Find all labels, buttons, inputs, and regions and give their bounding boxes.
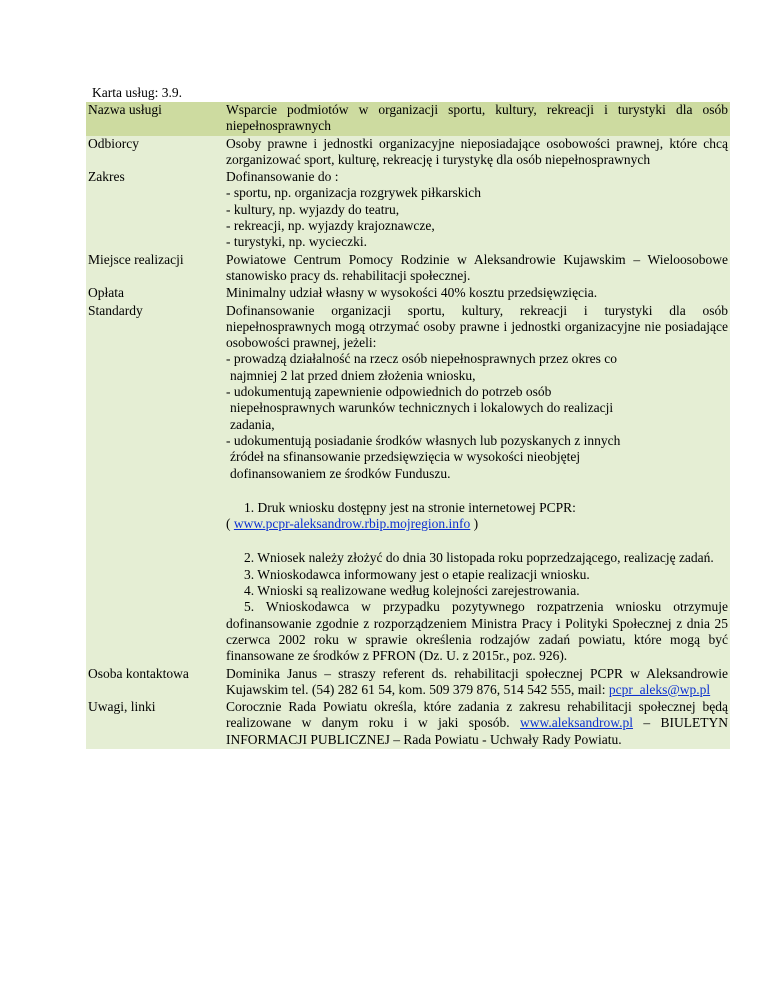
- spacer: [226, 532, 728, 550]
- condition-line: dofinansowaniem ze środków Funduszu.: [230, 465, 451, 481]
- value-location: Powiatowe Centrum Pomocy Rodzinie w Aleksandrowie Kujawskim – Wieloosobowe stanowisko pracy ds. rehabilitacji społecznej.: [226, 251, 728, 283]
- contact-text: Dominika Janus – straszy referent ds. rehabilitacji społecznej PCPR w Aleksandrowie Kujawskim tel. (54) 282 61 54, kom. 509 379 876, 514 542 555, mail:: [226, 665, 728, 697]
- row-fee: [86, 285, 730, 302]
- point-2-text: 2. Wniosek należy złożyć do dnia 30 listopada roku poprzedzającego, realizację zadań.: [244, 550, 714, 566]
- label-fee: Opłata: [88, 285, 124, 301]
- point-4: 4. Wnioski są realizowane według kolejności zarejestrowania.: [244, 583, 580, 599]
- scope-item: - kultury, np. wyjazdy do teatru,: [226, 201, 400, 217]
- label-notes: Uwagi, linki: [88, 699, 156, 715]
- row-service-name: [86, 102, 730, 136]
- row-location: [86, 252, 730, 286]
- value-standards: [224, 303, 730, 666]
- service-card-table: [86, 102, 730, 749]
- pcpr-link-line: [226, 516, 728, 532]
- value-recipients: Osoby prawne i jednostki organizacyjne nieposiadające osobowości prawnej, które chcą zorganizować sport, kulturę, rekreację i turystykę dla osób niepełnosprawnych: [226, 135, 728, 167]
- card-number-header: Karta usług: 3.9.: [92, 85, 182, 100]
- pcpr-website-link[interactable]: www.pcpr-aleksandrow.rbip.mojregion.info: [233, 516, 471, 532]
- value-scope: [224, 169, 730, 251]
- row-contact: [86, 666, 730, 700]
- link-open-paren: (: [226, 516, 234, 532]
- spacer: [226, 482, 728, 500]
- link-close-paren: ): [470, 516, 479, 532]
- label-standards: Standardy: [88, 302, 143, 318]
- point-1: 1. Druk wniosku dostępny jest na stronie internetowej PCPR:: [244, 499, 576, 515]
- value-notes: [224, 699, 730, 749]
- contact-email-link[interactable]: pcpr_aleks@wp.pl: [608, 681, 711, 697]
- condition-line: źródeł na sfinansowanie przedsięwzięcia w wysokości nieobjętej: [230, 449, 581, 465]
- label-location: Miejsce realizacji: [88, 251, 184, 267]
- aleksandrow-website-link[interactable]: www.aleksandrow.pl: [520, 715, 634, 731]
- condition-line: najmniej 2 lat przed dniem złożenia wniosku,: [230, 367, 476, 383]
- label-recipients: Odbiorcy: [88, 135, 139, 151]
- label-scope: Zakres: [88, 169, 125, 185]
- value-contact: [224, 666, 730, 700]
- row-scope: [86, 169, 730, 251]
- scope-intro: Dofinansowanie do :: [226, 169, 339, 185]
- condition-line: niepełnosprawnych warunków technicznych i lokalowych do realizacji: [230, 400, 614, 416]
- scope-item: - rekreacji, np. wyjazdy krajoznawcze,: [226, 218, 435, 234]
- condition-line: - udokumentują posiadanie środków własnych lub pozyskanych z innych: [226, 432, 621, 448]
- value-service-name: Wsparcie podmiotów w organizacji sportu, kultury, rekreacji i turystyki dla osób niepełnosprawnych: [226, 102, 728, 134]
- scope-item: - turystyki, np. wycieczki.: [226, 234, 367, 250]
- row-notes: [86, 699, 730, 749]
- scope-item: - sportu, np. organizacja rozgrywek piłkarskich: [226, 185, 482, 201]
- condition-line: - udokumentują zapewnienie odpowiednich do potrzeb osób: [226, 384, 552, 400]
- value-fee: Minimalny udział własny w wysokości 40% kosztu przedsięwzięcia.: [226, 285, 598, 301]
- point-5: [226, 599, 728, 664]
- row-standards: [86, 303, 730, 666]
- point-3: 3. Wnioskodawca informowany jest o etapie realizacji wniosku.: [244, 566, 590, 582]
- notes-link-tail: – BIULETYN INFORMACJI PUBLICZNEJ – Rada Powiatu - Uchwały Rady Powiatu.: [226, 715, 728, 747]
- standards-intro: Dofinansowanie organizacji sportu, kultury, rekreacji i turystyki dla osób niepełnosprawnych mogą otrzymać osoby prawne i jednostki organizacyjne nie posiadające osobowości prawnej, jeżeli:: [226, 302, 728, 351]
- label-contact: Osoba kontaktowa: [88, 665, 189, 681]
- row-recipients: [86, 136, 730, 170]
- point-2: [226, 550, 728, 566]
- condition-line: zadania,: [230, 416, 275, 432]
- notes-text: Corocznie Rada Powiatu określa, które zadania z zakresu rehabilitacji społecznej będą realizowane w danym roku i w jaki sposób.: [226, 699, 728, 731]
- label-service-name: Nazwa usługi: [88, 102, 162, 117]
- point-5-text: 5. Wnioskodawca w przypadku pozytywnego rozpatrzenia wniosku otrzymuje dofinansowanie zgodnie z rozporządzeniem Ministra Pracy i Polityki Społecznej z dnia 25 czerwca 2002 roku w sprawie określenia rodzajów zadań powiatu, które mogą być finansowane ze środków z PFRON (Dz. U. z 2015r., poz. 926).: [226, 599, 728, 664]
- condition-line: - prowadzą działalność na rzecz osób niepełnosprawnych przez okres co: [226, 351, 617, 367]
